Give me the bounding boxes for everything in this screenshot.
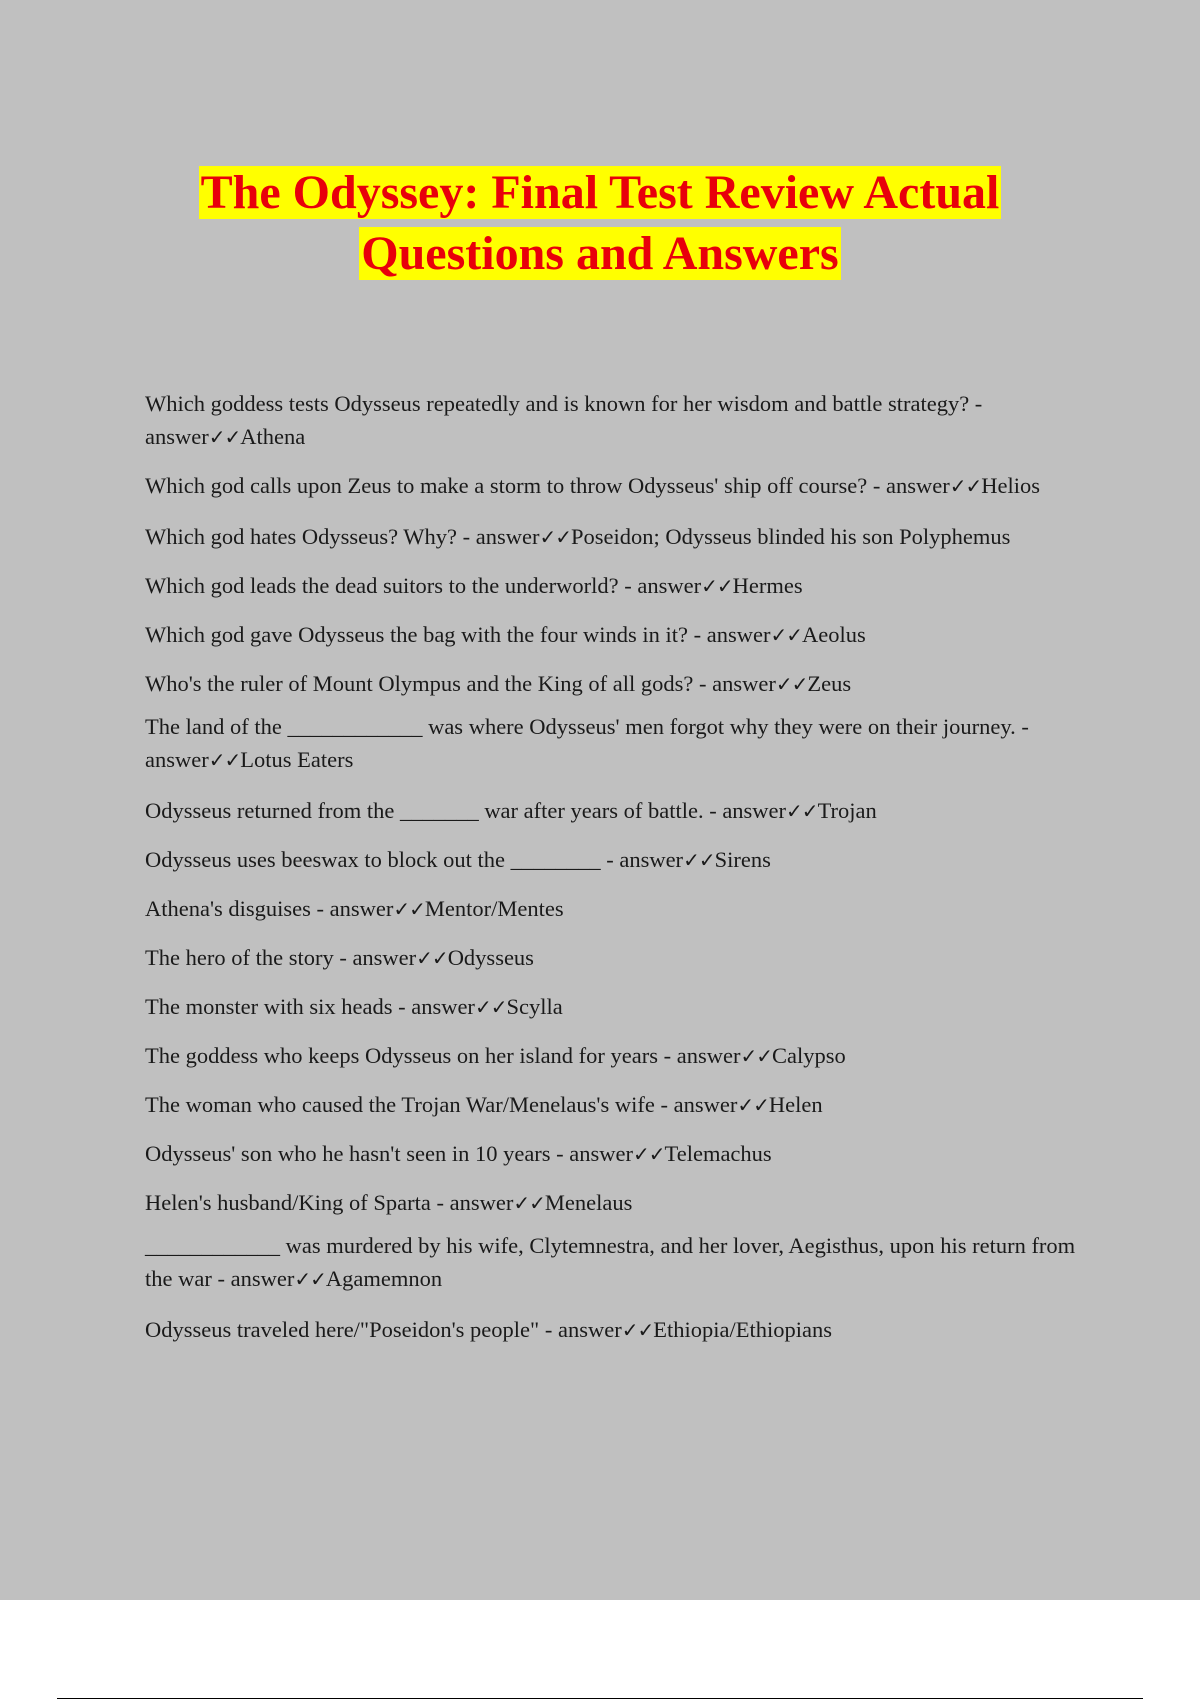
- qa-item: [145, 618, 1085, 652]
- qa-item: [145, 892, 1085, 926]
- question-text: Which god gave Odysseus the bag with the four winds in it? -: [145, 622, 707, 647]
- answer-text: Scylla: [506, 994, 563, 1019]
- answer-label: answer: [569, 1141, 634, 1166]
- answer-text: Agamemnon: [325, 1266, 443, 1291]
- answer-text: Menelaus: [544, 1190, 633, 1215]
- double-check-icon: ✓✓: [416, 946, 448, 970]
- answer-label: answer: [230, 1266, 295, 1291]
- qa-item: [145, 941, 1085, 975]
- question-text: Odysseus traveled here/"Poseidon's people" -: [145, 1317, 558, 1342]
- qa-item: [145, 794, 1085, 828]
- answer-label: answer: [706, 622, 771, 647]
- answer-text: Calypso: [772, 1043, 846, 1068]
- question-text: The hero of the story -: [145, 945, 353, 970]
- question-text: Which goddess tests Odysseus repeatedly and is known for her wisdom and battle strategy? -: [145, 391, 983, 416]
- footer-divider: [57, 1698, 1143, 1699]
- question-text: Odysseus uses beeswax to block out the ________ -: [145, 847, 620, 872]
- answer-label: answer: [411, 994, 475, 1019]
- answer-text: Aeolus: [802, 622, 866, 647]
- double-check-icon: ✓✓: [740, 1044, 773, 1068]
- qa-item: [145, 710, 1085, 777]
- answer-text: Helios: [981, 473, 1040, 498]
- answer-label: answer: [673, 1092, 738, 1117]
- answer-text: Hermes: [732, 573, 803, 598]
- question-text: Helen's husband/King of Sparta -: [145, 1190, 450, 1215]
- document-title: [0, 162, 1200, 284]
- answer-label: answer: [637, 573, 702, 598]
- qa-item: [145, 1229, 1085, 1296]
- answer-label: answer: [145, 424, 209, 449]
- answer-text: Odysseus: [447, 945, 534, 970]
- qa-item: [145, 1137, 1085, 1171]
- qa-list: [145, 387, 1085, 1347]
- answer-label: answer: [619, 847, 684, 872]
- question-text: Athena's disguises -: [145, 896, 330, 921]
- qa-item: [145, 569, 1085, 603]
- question-text: The goddess who keeps Odysseus on her island for years -: [145, 1043, 677, 1068]
- question-text: The woman who caused the Trojan War/Menelaus's wife -: [145, 1092, 674, 1117]
- answer-text: Sirens: [714, 847, 771, 872]
- answer-label: answer: [475, 524, 540, 549]
- qa-item: [145, 520, 1085, 554]
- double-check-icon: ✓✓: [633, 1142, 665, 1166]
- answer-label: answer: [676, 1043, 741, 1068]
- qa-item: [145, 667, 1085, 701]
- question-text: Odysseus returned from the _______ war after years of battle. -: [145, 798, 723, 823]
- question-text: The monster with six heads -: [145, 994, 412, 1019]
- question-text: Odysseus' son who he hasn't seen in 10 years -: [145, 1141, 570, 1166]
- qa-item: [145, 387, 1085, 454]
- double-check-icon: ✓✓: [393, 897, 425, 921]
- answer-text: Lotus Eaters: [240, 747, 354, 772]
- answer-text: Telemachus: [664, 1141, 772, 1166]
- double-check-icon: ✓✓: [949, 474, 982, 498]
- double-check-icon: ✓✓: [513, 1191, 545, 1215]
- double-check-icon: ✓✓: [770, 623, 803, 647]
- double-check-icon: ✓✓: [474, 995, 507, 1019]
- double-check-icon: ✓✓: [683, 848, 715, 872]
- question-text: Which god leads the dead suitors to the underworld? -: [145, 573, 638, 598]
- double-check-icon: ✓✓: [786, 799, 818, 823]
- question-text: Who's the ruler of Mount Olympus and the King of all gods? -: [145, 671, 713, 696]
- qa-item: [145, 990, 1085, 1024]
- answer-text: Trojan: [817, 798, 877, 823]
- answer-text: Poseidon; Odysseus blinded his son Polyphemus: [571, 524, 1011, 549]
- answer-text: Athena: [240, 424, 306, 449]
- answer-label: answer: [329, 896, 394, 921]
- qa-item: [145, 1039, 1085, 1073]
- double-check-icon: ✓✓: [539, 525, 572, 549]
- answer-text: Zeus: [807, 671, 852, 696]
- answer-text: Helen: [768, 1092, 823, 1117]
- answer-label: answer: [886, 473, 950, 498]
- answer-label: answer: [712, 671, 776, 696]
- answer-label: answer: [722, 798, 787, 823]
- question-text: Which god calls upon Zeus to make a storm to throw Odysseus' ship off course? -: [145, 473, 886, 498]
- answer-label: answer: [352, 945, 417, 970]
- double-check-icon: ✓✓: [294, 1267, 326, 1291]
- answer-text: Ethiopia/Ethiopians: [653, 1317, 832, 1342]
- question-text: The land of the ____________ was where Odysseus' men forgot why they were on their journey. -: [145, 714, 1029, 739]
- double-check-icon: ✓✓: [775, 672, 808, 696]
- double-check-icon: ✓✓: [208, 425, 241, 449]
- answer-label: answer: [449, 1190, 514, 1215]
- qa-item: [145, 1186, 1085, 1220]
- title-line-1: The Odyssey: Final Test Review Actual: [200, 166, 1000, 219]
- double-check-icon: ✓✓: [208, 748, 241, 772]
- title-line-2: Questions and Answers: [361, 227, 839, 280]
- question-text: ____________ was murdered by his wife, Clytemnestra, and her lover, Aegisthus, upon his return from the war -: [145, 1233, 1076, 1291]
- answer-text: Mentor/Mentes: [424, 896, 564, 921]
- qa-item: [145, 469, 1085, 503]
- answer-label: answer: [145, 747, 209, 772]
- double-check-icon: ✓✓: [737, 1093, 769, 1117]
- qa-item: [145, 1088, 1085, 1122]
- double-check-icon: ✓✓: [621, 1318, 654, 1342]
- answer-label: answer: [557, 1317, 622, 1342]
- qa-item: [145, 1313, 1085, 1347]
- question-text: Which god hates Odysseus? Why? -: [145, 524, 476, 549]
- qa-item: [145, 843, 1085, 877]
- double-check-icon: ✓✓: [701, 574, 733, 598]
